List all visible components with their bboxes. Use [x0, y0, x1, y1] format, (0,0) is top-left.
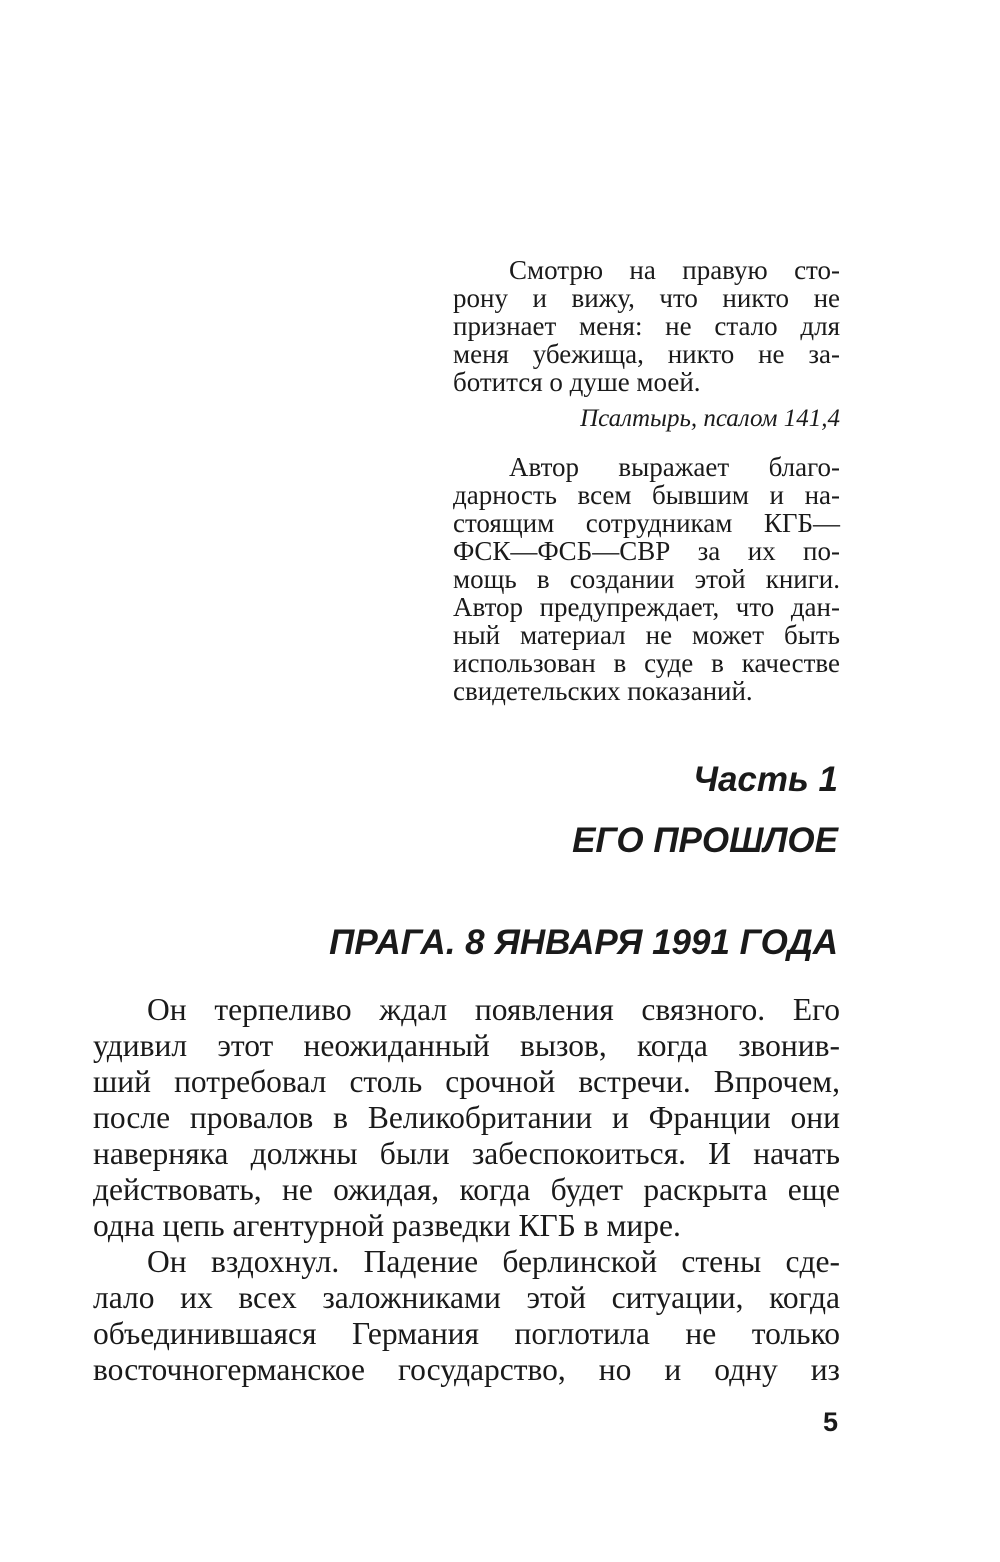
epigraph-line: Смотрю на правую сто-	[509, 255, 840, 285]
body-line: восточногерманское государство, но и одну из	[93, 1352, 840, 1387]
epigraph-source: Псалтырь, псалом 141,4	[580, 405, 840, 432]
acknowledgement-line: Автор выражает благо-	[509, 452, 840, 482]
acknowledgement-line: стоящим сотрудникам КГБ—	[453, 508, 840, 538]
acknowledgement-line: свидетельских показаний.	[453, 676, 753, 706]
body-line: Он терпеливо ждал появления связного. Его	[147, 992, 840, 1027]
chapter-title: ПРАГА. 8 ЯНВАРЯ 1991 ГОДА	[329, 923, 838, 962]
epigraph-line: рону и вижу, что никто не	[453, 283, 840, 313]
epigraph-line: ботится о душе моей.	[453, 367, 701, 397]
acknowledgement-line: Автор предупреждает, что дан-	[453, 592, 840, 622]
epigraph-line: признает меня: не стало для	[453, 311, 840, 341]
body-line: Он вздохнул. Падение берлинской стены сде-	[147, 1244, 840, 1279]
acknowledgement-line: мощь в создании этой книги.	[453, 564, 840, 594]
body-line: удивил этот неожиданный вызов, когда звонив-	[93, 1028, 840, 1063]
body-line: объединившаяся Германия поглотила не только	[93, 1316, 840, 1351]
acknowledgement-line: дарность всем бывшим и на-	[453, 480, 840, 510]
body-line: лало их всех заложниками этой ситуации, когда	[93, 1280, 840, 1315]
acknowledgement-line: использован в суде в качестве	[453, 648, 840, 678]
acknowledgement-line: ный материал не может быть	[453, 620, 840, 650]
part-label: Часть 1	[693, 760, 838, 799]
body-line: наверняка должны были забеспокоиться. И начать	[93, 1136, 840, 1171]
body-line: действовать, не ожидая, когда будет раскрыта еще	[93, 1172, 840, 1207]
acknowledgement-line: ФСК—ФСБ—СВР за их по-	[453, 536, 840, 566]
epigraph-line: меня убежища, никто не за-	[453, 339, 840, 369]
body-line: ший потребовал столь срочной встречи. Впрочем,	[93, 1064, 840, 1099]
body-line: после провалов в Великобритании и Франции они	[93, 1100, 840, 1135]
body-line: одна цепь агентурной разведки КГБ в мире.	[93, 1208, 681, 1243]
page-number: 5	[822, 1407, 838, 1437]
part-title: ЕГО ПРОШЛОЕ	[572, 821, 838, 860]
